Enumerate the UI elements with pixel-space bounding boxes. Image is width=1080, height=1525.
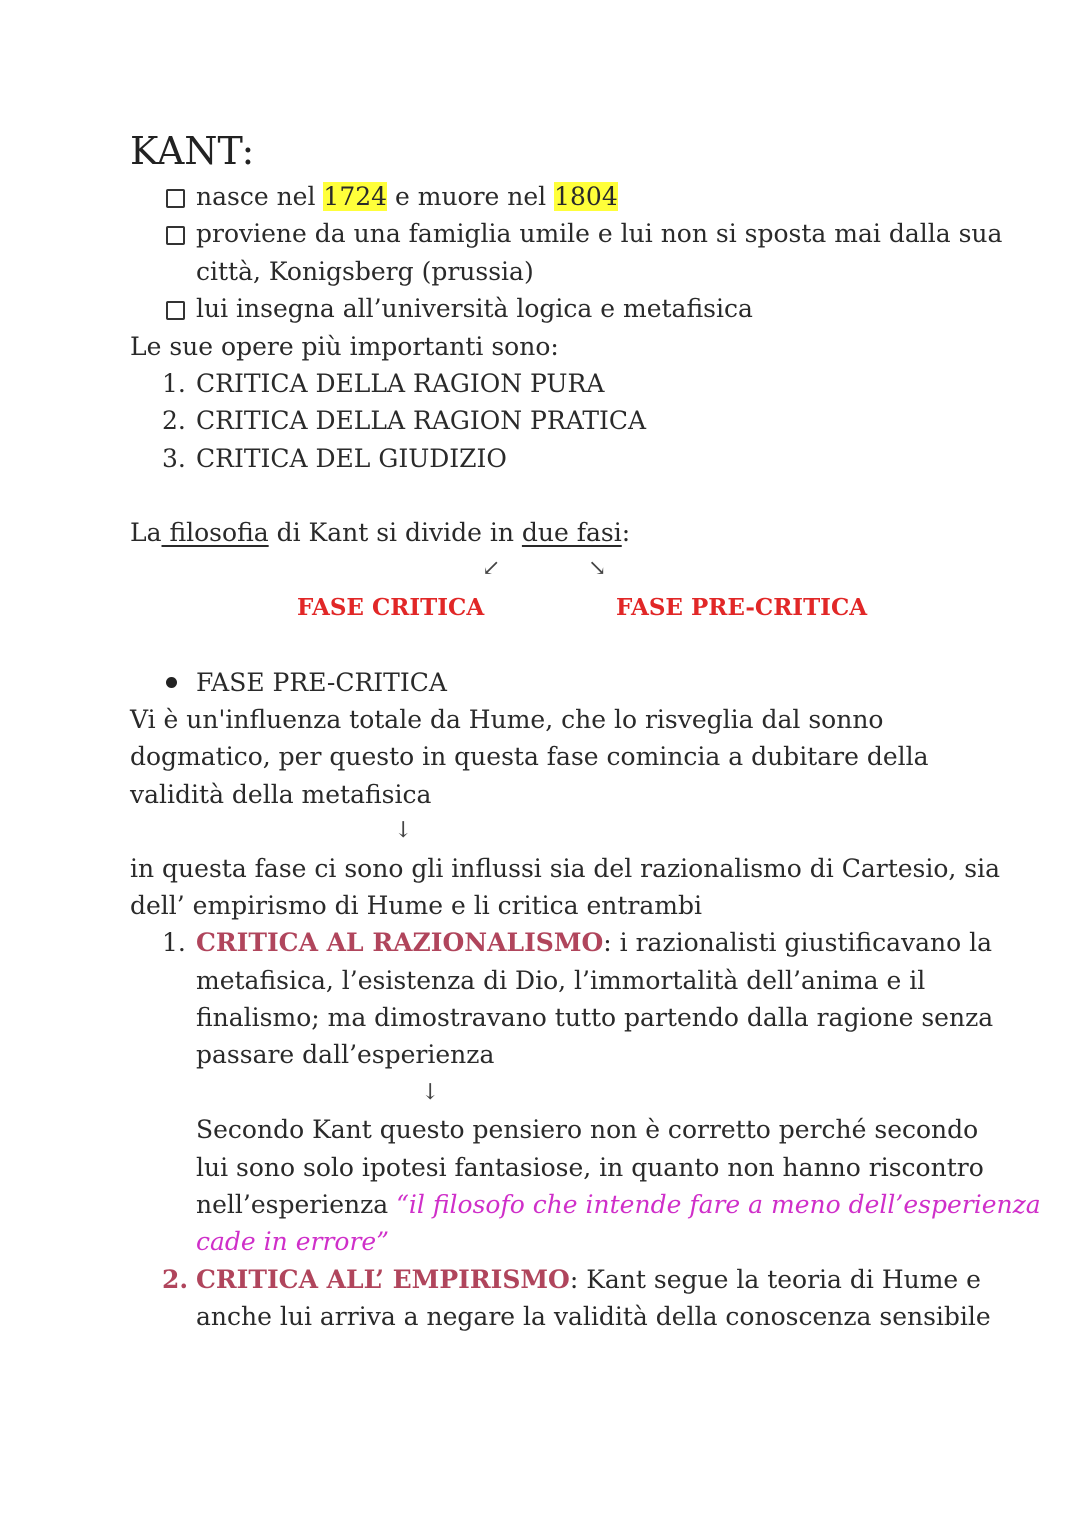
works-item-number: 1.: [162, 369, 186, 398]
bullet-icon: [166, 677, 177, 688]
bio-item-teaching: lui insegna all’università logica e metafisica: [196, 294, 753, 323]
phase-critical-label: FASE CRITICA: [297, 594, 485, 621]
critique-rationalism-text: metafisica, l’esistenza di Dio, l’immortalità dell’anima e il: [196, 966, 926, 995]
kant-opinion-text: Secondo Kant questo pensiero non è corretto perché secondo: [196, 1115, 979, 1144]
precritical-paragraph: dogmatico, per questo in questa fase comincia a dubitare della: [130, 742, 929, 771]
critique-rationalism-title: CRITICA AL RAZIONALISMO: [196, 928, 604, 957]
works-item-number: 3.: [162, 444, 186, 473]
arrow-down-icon: ↓: [421, 1080, 440, 1105]
critique-rationalism: CRITICA AL RAZIONALISMO: i razionalisti giustificavano la: [196, 928, 993, 957]
precritical-heading: FASE PRE-CRITICA: [196, 668, 447, 697]
critique-number: 2.: [162, 1265, 189, 1294]
critique-number: 1.: [162, 928, 186, 957]
critique-empiricism-title: CRITICA ALL’ EMPIRISMO: [196, 1265, 570, 1294]
bio-item-birth: nasce nel 1724 e muore nel 1804: [196, 182, 618, 211]
critique-rationalism-text: passare dall’esperienza: [196, 1040, 495, 1069]
arrow-down-right-icon: ↘: [588, 556, 607, 581]
critique-empiricism: CRITICA ALL’ EMPIRISMO: Kant segue la teoria di Hume e: [196, 1265, 981, 1294]
works-item: CRITICA DELLA RAGION PRATICA: [196, 406, 647, 435]
bio-item-origin-line2: città, Konigsberg (prussia): [196, 257, 534, 286]
works-intro: Le sue opere più importanti sono:: [130, 332, 559, 361]
kant-quote-end: cade in errore”: [196, 1227, 389, 1256]
arrow-down-icon: ↓: [394, 818, 413, 843]
precritical-paragraph: validità della metafisica: [130, 780, 432, 809]
highlight-year-death: 1804: [554, 182, 618, 211]
phase-precritical-label: FASE PRE-CRITICA: [616, 594, 868, 621]
works-item-number: 2.: [162, 406, 186, 435]
page-title: KANT:: [130, 129, 255, 173]
checkbox-icon: [166, 301, 185, 320]
phases-sentence: La filosofia di Kant si divide in due fasi:: [130, 518, 631, 547]
kant-quote: “il filosofo che intende fare a meno dell’esperienza: [396, 1190, 1041, 1219]
works-item: CRITICA DEL GIUDIZIO: [196, 444, 507, 473]
kant-opinion-text: nell’esperienza “il filosofo che intende fare a meno dell’esperienza: [196, 1190, 1041, 1219]
critique-empiricism-text: anche lui arriva a negare la validità della conoscenza sensibile: [196, 1302, 991, 1331]
critique-rationalism-text: finalismo; ma dimostravano tutto partendo dalla ragione senza: [196, 1003, 994, 1032]
checkbox-icon: [166, 226, 185, 245]
influences-paragraph: dell’ empirismo di Hume e li critica entrambi: [130, 891, 702, 920]
checkbox-icon: [166, 189, 185, 208]
highlight-year-birth: 1724: [323, 182, 388, 211]
precritical-paragraph: Vi è un'influenza totale da Hume, che lo risveglia dal sonno: [130, 705, 884, 734]
works-item: CRITICA DELLA RAGION PURA: [196, 369, 605, 398]
arrow-down-left-icon: ↙: [482, 556, 501, 581]
bio-item-origin-line1: proviene da una famiglia umile e lui non si sposta mai dalla sua: [196, 219, 1003, 248]
influences-paragraph: in questa fase ci sono gli influssi sia del razionalismo di Cartesio, sia: [130, 854, 1001, 883]
kant-opinion-text: lui sono solo ipotesi fantasiose, in quanto non hanno riscontro: [196, 1153, 984, 1182]
